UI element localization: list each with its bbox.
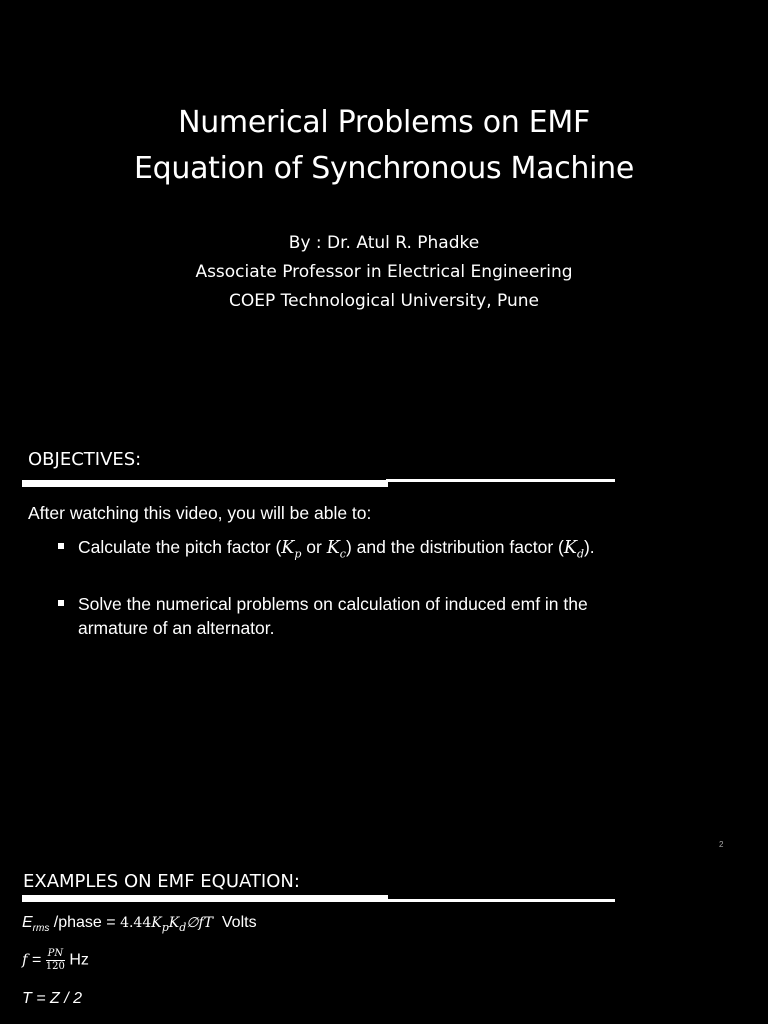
turns-equation: T = Z / 2 xyxy=(22,990,83,1007)
objectives-heading-bar xyxy=(22,480,388,487)
e-rms-symbol: $E_{rms}$ xyxy=(22,914,50,935)
bullet-marker-2 xyxy=(58,600,64,606)
author-name: By : Dr. Atul R. Phadke xyxy=(288,233,480,253)
kc-symbol: $K_c$ xyxy=(326,538,346,561)
examples-heading-bar xyxy=(22,895,388,902)
hz-unit: Hz xyxy=(69,951,89,969)
emf-equation: $E_{rms}$ /phase = $4.44K_pK_d\emptyset fT$ Volts xyxy=(22,914,257,935)
objective-item-1: Calculate the pitch factor ($K_p$ or $K_c$) and the distribution factor $(K_d)$. xyxy=(78,537,595,561)
bullet-marker-1 xyxy=(58,543,64,549)
title-line-2: Equation of Synchronous Machine xyxy=(133,151,635,186)
volts-unit: Volts xyxy=(221,914,257,931)
objectives-heading-rule xyxy=(386,479,615,482)
author-block xyxy=(0,229,768,316)
objectives-heading: OBJECTIVES: xyxy=(28,449,142,470)
author-position: Associate Professor in Electrical Engineering xyxy=(195,262,573,282)
frequency-fraction: $\frac{PN}{120}$ xyxy=(45,948,65,972)
objectives-intro: After watching this video, you will be able to: xyxy=(28,503,372,523)
title-slide xyxy=(0,0,768,420)
examples-heading: EXAMPLES ON EMF EQUATION: xyxy=(23,871,300,892)
kd-symbol: $K_d$ xyxy=(563,538,584,561)
page-number: 2 xyxy=(719,840,724,849)
slide-title xyxy=(0,100,768,192)
author-institution: COEP Technological University, Pune xyxy=(229,291,539,311)
frequency-equation: f = $\frac{PN}{120}$ Hz xyxy=(22,948,89,972)
title-line-1: Numerical Problems on EMF xyxy=(178,105,590,140)
kp-symbol: $K_p$ xyxy=(281,538,302,561)
examples-heading-rule xyxy=(386,899,615,902)
objective-item-2: Solve the numerical problems on calculation of induced emf in the armature of an alternator. xyxy=(78,594,588,638)
